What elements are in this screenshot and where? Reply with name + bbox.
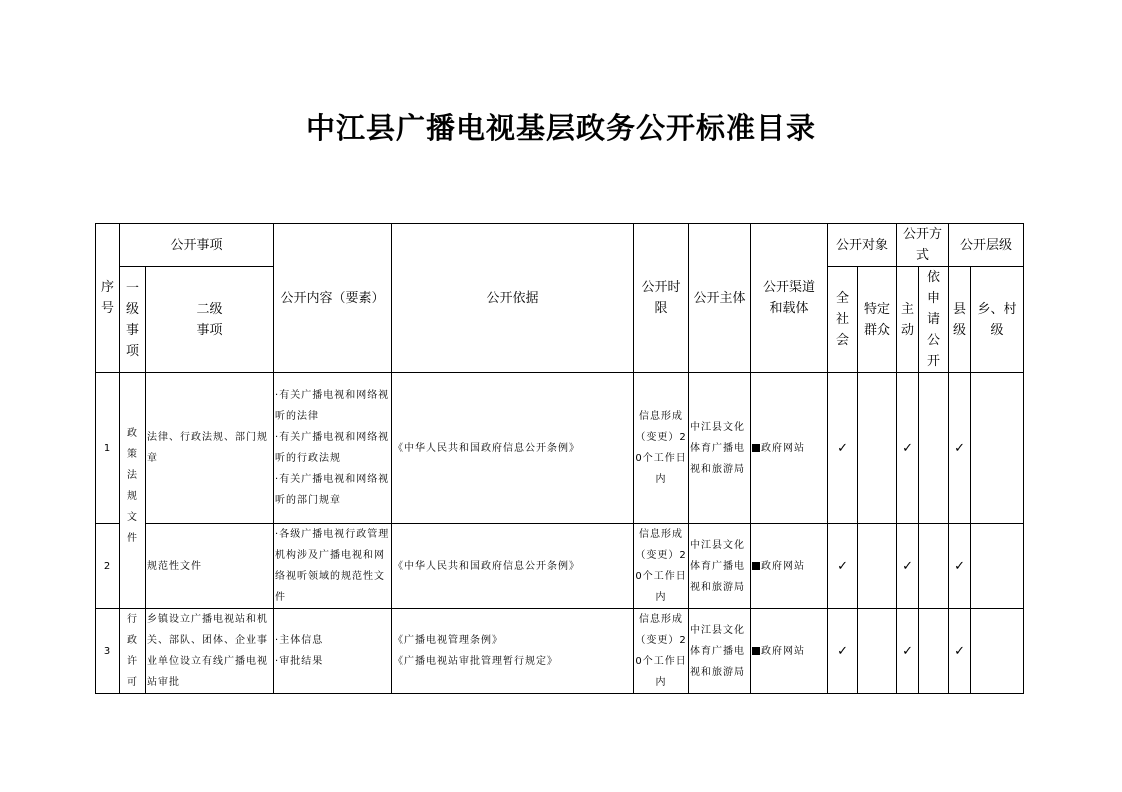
row-audience-all-check: ✓: [828, 373, 858, 524]
row-level-town-check: [971, 373, 1024, 524]
row-audience-specific-check: [858, 373, 897, 524]
table-row: [96, 609, 1024, 694]
row-level2: 规范性文件: [146, 524, 274, 609]
row-method-request-check: [919, 609, 949, 694]
header-method-request: 依申请公开: [919, 267, 949, 373]
row-content: ·有关广播电视和网络视听的法律 ·有关广播电视和网络视听的行政法规 ·有关广播电视和网络视听的部门规章: [274, 373, 392, 524]
row-subject: 中江县文化体育广播电视和旅游局: [689, 524, 751, 609]
row-content: ·各级广播电视行政管理机构涉及广播电视和网络视听领域的规范性文件: [274, 524, 392, 609]
header-method-active: 主动: [897, 267, 919, 373]
header-subject: 公开主体: [689, 224, 751, 373]
row-method-active-check: ✓: [897, 609, 919, 694]
header-time-limit: 公开时限: [634, 224, 689, 373]
row-method-request-check: [919, 373, 949, 524]
row-seq: 3: [96, 609, 120, 694]
header-content: 公开内容（要素）: [274, 224, 392, 373]
row-channel: 政府网站: [751, 609, 828, 694]
row-level-county-check: ✓: [949, 609, 971, 694]
row-method-request-check: [919, 524, 949, 609]
header-method: 公开方式: [897, 224, 949, 267]
row-method-active-check: ✓: [897, 373, 919, 524]
header-audience: 公开对象: [828, 224, 897, 267]
row-audience-all-check: ✓: [828, 524, 858, 609]
row-channel: 政府网站: [751, 524, 828, 609]
header-level: 公开层级: [949, 224, 1024, 267]
header-level-county: 县级: [949, 267, 971, 373]
row-channel: 政府网站: [751, 373, 828, 524]
row-subject: 中江县文化体育广播电视和旅游局: [689, 609, 751, 694]
row-time-limit: 信息形成（变更）20个工作日内: [634, 609, 689, 694]
header-seq: 序号: [96, 224, 120, 373]
header-public-items: 公开事项: [120, 224, 274, 267]
row-content: ·主体信息 ·审批结果: [274, 609, 392, 694]
filled-square-icon: [752, 647, 760, 655]
header-basis: 公开依据: [392, 224, 634, 373]
row-level-county-check: ✓: [949, 524, 971, 609]
row-seq: 1: [96, 373, 120, 524]
row-audience-specific-check: [858, 609, 897, 694]
header-level2: 二级事项: [146, 267, 274, 373]
header-level-town: 乡、村级: [971, 267, 1024, 373]
row-level2: 乡镇设立广播电视站和机关、部队、团体、企业事业单位设立有线广播电视站审批: [146, 609, 274, 694]
header-audience-all: 全社会: [828, 267, 858, 373]
filled-square-icon: [752, 562, 760, 570]
row-time-limit: 信息形成（变更）20个工作日内: [634, 373, 689, 524]
header-level1: 一级事项: [120, 267, 146, 373]
catalog-table: [95, 223, 1024, 694]
row-time-limit: 信息形成（变更）20个工作日内: [634, 524, 689, 609]
row-level-town-check: [971, 609, 1024, 694]
row-audience-specific-check: [858, 524, 897, 609]
table-row: [96, 524, 1024, 609]
row-basis: 《中华人民共和国政府信息公开条例》: [392, 373, 634, 524]
row-basis: 《广播电视管理条例》 《广播电视站审批管理暂行规定》: [392, 609, 634, 694]
row-level2: 法律、行政法规、部门规章: [146, 373, 274, 524]
row-subject: 中江县文化体育广播电视和旅游局: [689, 373, 751, 524]
row-level-county-check: ✓: [949, 373, 971, 524]
table-row: [96, 373, 1024, 524]
row-basis: 《中华人民共和国政府信息公开条例》: [392, 524, 634, 609]
row-level-town-check: [971, 524, 1024, 609]
row-level1: 行政许可: [120, 609, 146, 694]
row-level1: 政策法规文件: [120, 373, 146, 609]
page-title: 中江县广播电视基层政务公开标准目录: [305, 111, 816, 145]
header-channel: 公开渠道和载体: [751, 224, 828, 373]
header-audience-specific: 特定群众: [858, 267, 897, 373]
row-seq: 2: [96, 524, 120, 609]
row-audience-all-check: ✓: [828, 609, 858, 694]
filled-square-icon: [752, 444, 760, 452]
header-row-1: [96, 224, 1024, 267]
row-method-active-check: ✓: [897, 524, 919, 609]
